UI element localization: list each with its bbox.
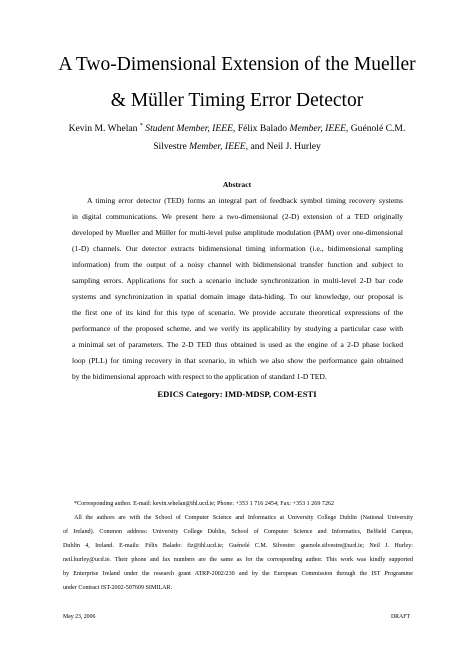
author-guenole-silvestre-role: Member, IEEE, bbox=[189, 141, 249, 152]
footnote-line: of Ireland). Common address: University College Dublin, School of Computer Science and Informatics, Belfield Campus, bbox=[63, 529, 413, 535]
abstract-line: developed by Mueller and Müller for multi-level pulse amplitude modulation (PAM) over one-dimensional bbox=[72, 228, 403, 237]
author-line-2 bbox=[20, 141, 454, 153]
abstract-line: the first one of its kind for this type of scenario. We provide accurate theoretical expressions of the bbox=[72, 308, 403, 317]
author-felix-balado: Félix Balado bbox=[237, 123, 288, 134]
abstract-line: A timing error detector (TED) forms an integral part of feedback symbol timing recovery systems bbox=[87, 196, 403, 205]
author-guenole-silvestre: Guénolé C.M. bbox=[350, 123, 406, 134]
abstract-line: information) from the output of a noisy channel with bidimensional transfer function and subject to bbox=[72, 260, 403, 269]
abstract-line: in digital communications. We present here a two-dimensional (2-D) extension of a TED originally bbox=[72, 212, 403, 221]
footnote-line: neil.hurley@ucd.ie. Their phone and fax numbers are the same as for the corresponding author. This work was kindly supported bbox=[63, 557, 413, 563]
footnote-line: All the authors are with the School of Computer Science and Informatics at University College Dublin (National University bbox=[74, 515, 413, 521]
abstract-line: loop (PLL) for timing recovery in that scenario, in which we also show the performance gain obtained bbox=[72, 356, 403, 365]
abstract-line: sampling errors. Applications for such a scenario include synchronization in multi-level 2-D bar code bbox=[72, 276, 403, 285]
paper-title-line-1: A Two-Dimensional Extension of the Mueller bbox=[58, 54, 416, 75]
author-felix-balado-role: Member, IEEE, bbox=[289, 123, 349, 134]
footer-date: May 23, 2006 bbox=[63, 614, 96, 620]
footnote-line: *Corresponding author. E-mail: kevin.whelan@ihl.ucd.ie; Phone: +353 1 716 2454; Fax: +353 1 269 7262 bbox=[74, 501, 335, 507]
footer-draft-label: DRAFT bbox=[390, 614, 410, 620]
abstract-line: by the bidimensional approach with respect to the application of standard 1-D TED. bbox=[72, 372, 327, 381]
abstract-line: systems and synchronization in spatial domain image data-hiding. To our knowledge, our proposal is bbox=[72, 292, 403, 301]
footnote-line: by Enterprise Ireland under the research grant ATRP-2002/230 and by the European Commission through the IST Programme bbox=[63, 571, 413, 577]
paper-title-line-2: & Müller Timing Error Detector bbox=[110, 90, 364, 111]
edics-category: EDICS Category: IMD-MDSP, COM-ESTI bbox=[157, 389, 317, 399]
author-neil-hurley: and Neil J. Hurley bbox=[250, 141, 321, 152]
footnote-line: Dublin 4, Ireland. E-mails: Félix Balado: fiz@ihl.ucd.ie; Guénolé C.M. Silvestre: guenole.silvestre@ucd.ie; Neil J. Hurley: bbox=[63, 543, 413, 549]
author-line-1 bbox=[20, 123, 454, 135]
abstract-heading: Abstract bbox=[222, 180, 252, 189]
corresponding-author-mark: * bbox=[139, 122, 143, 129]
author-kevin-whelan-role: Student Member, IEEE, bbox=[145, 123, 236, 134]
footnote-line: under Contract IST-2002-507609 SIMILAR. bbox=[63, 585, 173, 591]
abstract-line: a minimal set of parameters. The 2-D TED thus obtained is used as the engine of a 2-D phase locked bbox=[72, 340, 403, 349]
author-kevin-whelan: Kevin M. Whelan bbox=[68, 123, 138, 134]
abstract-line: performance of the proposed scheme, and we verify its applicability by studying a particular case with bbox=[72, 324, 403, 333]
author-guenole-silvestre-cont: Silvestre bbox=[153, 141, 187, 152]
abstract-line: (1-D) channels. Our detector extracts bidimensional timing information (i.e., bidimensional sampling bbox=[72, 244, 403, 253]
